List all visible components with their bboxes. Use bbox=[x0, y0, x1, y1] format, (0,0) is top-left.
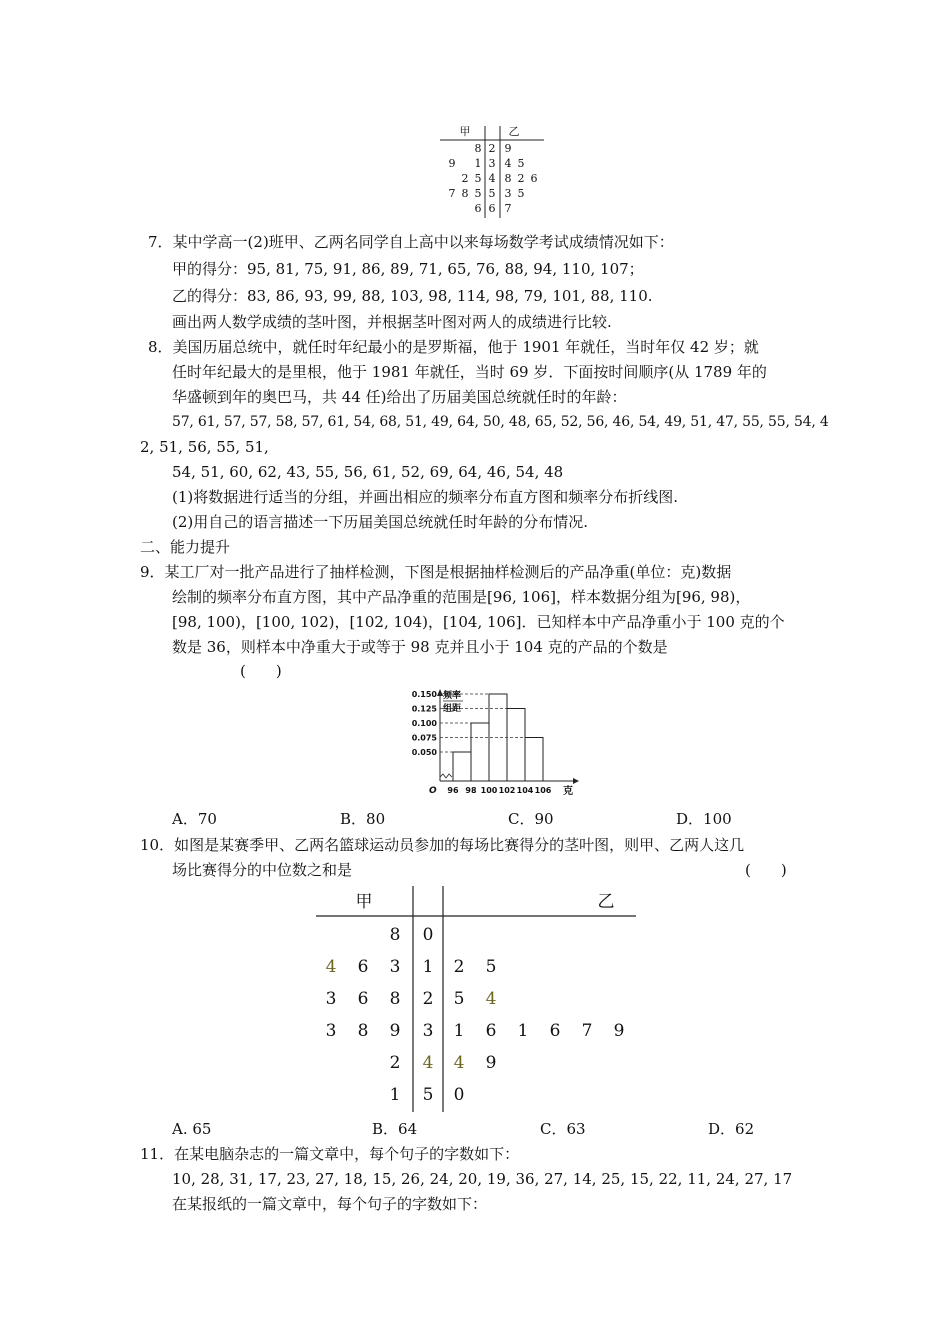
big-left-header: 甲 bbox=[355, 892, 373, 912]
small-left-leaf: 5 bbox=[474, 172, 482, 185]
small-stem: 6 bbox=[488, 202, 496, 215]
big-stem: 1 bbox=[422, 957, 434, 977]
y-tick-label: 0.125 bbox=[411, 704, 437, 714]
small-right-leaf: 7 bbox=[504, 202, 512, 215]
big-stem: 0 bbox=[422, 925, 434, 945]
small-left-leaf: 8 bbox=[461, 187, 469, 200]
big-left-leaf: 3 bbox=[325, 989, 337, 1009]
big-right-leaf: 5 bbox=[485, 957, 497, 977]
big-right-leaf: 1 bbox=[453, 1021, 465, 1041]
histogram-bar bbox=[525, 738, 543, 782]
big-left-leaf: 6 bbox=[357, 989, 369, 1009]
big-left-leaf: 3 bbox=[389, 957, 401, 977]
small-right-leaf: 3 bbox=[504, 187, 512, 200]
q10-answer-blank: ( ) bbox=[745, 861, 787, 879]
x-tick-label: 104 bbox=[516, 786, 534, 795]
big-right-leaf: 6 bbox=[549, 1021, 561, 1041]
x-axis-arrow bbox=[573, 778, 579, 784]
q11-line3: 在某报纸的一篇文章中，每个句子的字数如下： bbox=[172, 1195, 488, 1213]
small-left-header: 甲 bbox=[459, 125, 471, 138]
big-right-leaf: 1 bbox=[517, 1021, 529, 1041]
q8-line1: 8．美国历届总统中，就任时年纪最小的是罗斯福，他于 1901 年就任，当时年仅 42 岁；就 bbox=[148, 338, 759, 356]
q9-line4: 数是 36，则样本中净重大于或等于 98 克并且小于 104 克的产品的个数是 bbox=[172, 638, 668, 656]
small-right-leaf: 8 bbox=[504, 172, 512, 185]
big-left-leaf: 3 bbox=[325, 1021, 337, 1041]
q9-option-c: C．90 bbox=[508, 810, 554, 828]
q9-line1: 9．某工厂对一批产品进行了抽样检测，下图是根据抽样检测后的产品净重(单位：克)数据 bbox=[140, 563, 732, 581]
big-right-leaf: 9 bbox=[613, 1021, 625, 1041]
histogram-chart bbox=[405, 686, 595, 808]
big-left-leaf: 9 bbox=[389, 1021, 401, 1041]
q8-line6: 54, 51, 60, 62, 43, 55, 56, 61, 52, 69, 64, 46, 54, 48 bbox=[172, 463, 564, 481]
q9-line2: 绘制的频率分布直方图，其中产品净重的范围是[96, 106]，样本数据分组为[96, 98)， bbox=[172, 588, 751, 606]
small-right-leaf: 9 bbox=[504, 142, 512, 155]
small-left-leaf: 1 bbox=[474, 157, 482, 170]
small-right-leaf: 4 bbox=[504, 157, 512, 170]
small-right-leaf: 6 bbox=[530, 172, 538, 185]
q9-option-d: D．100 bbox=[676, 810, 732, 828]
big-left-leaf: 6 bbox=[357, 957, 369, 977]
small-right-leaf: 2 bbox=[517, 172, 525, 185]
q10-option-b: B．64 bbox=[372, 1120, 418, 1138]
big-right-leaf: 4 bbox=[453, 1053, 465, 1073]
x-tick-label: 100 bbox=[480, 786, 498, 795]
q7-line3: 乙的得分：83, 86, 93, 99, 88, 103, 98, 114, 98, 79, 101, 88, 110. bbox=[172, 287, 653, 305]
q7-line2: 甲的得分：95, 81, 75, 91, 86, 89, 71, 65, 76, 88, 94, 110, 107； bbox=[172, 260, 644, 278]
big-right-leaf: 6 bbox=[485, 1021, 497, 1041]
q9-option-b: B．80 bbox=[340, 810, 386, 828]
q11-line2: 10, 28, 31, 17, 23, 27, 18, 15, 26, 24, 20, 19, 36, 27, 14, 25, 15, 22, 11, 24, 27, 17 bbox=[172, 1170, 793, 1188]
q10-option-d: D．62 bbox=[708, 1120, 755, 1138]
small-left-leaf: 5 bbox=[474, 187, 482, 200]
q7-line4: 画出两人数学成绩的茎叶图，并根据茎叶图对两人的成绩进行比较. bbox=[172, 313, 612, 331]
big-left-leaf: 8 bbox=[389, 925, 401, 945]
q10-option-a: A. 65 bbox=[172, 1120, 212, 1138]
origin-label: O bbox=[429, 786, 437, 796]
q9-answer-blank: ( ) bbox=[240, 662, 282, 680]
big-left-leaf: 4 bbox=[325, 957, 337, 977]
big-left-leaf: 2 bbox=[389, 1053, 401, 1073]
q8-line4: 57, 61, 57, 57, 58, 57, 61, 54, 68, 51, 49, 64, 50, 48, 65, 52, 56, 46, 54, 49, 51, 47, 55, 55, 54, 4 bbox=[172, 414, 829, 430]
x-tick-label: 98 bbox=[465, 786, 477, 795]
axis-break-mark bbox=[440, 774, 452, 778]
big-right-leaf: 9 bbox=[485, 1053, 497, 1073]
x-tick-label: 106 bbox=[534, 786, 552, 795]
small-stem: 3 bbox=[488, 157, 496, 170]
histogram-bar bbox=[453, 752, 471, 781]
q11-line1: 11．在某电脑杂志的一篇文章中，每个句子的字数如下： bbox=[140, 1145, 520, 1163]
y-tick-label: 0.050 bbox=[411, 748, 437, 757]
q8-line2: 任时年纪最大的是里根，他于 1981 年就任，当时 69 岁．下面按时间顺序(从 1789 年的 bbox=[172, 363, 767, 381]
histogram-bar bbox=[471, 723, 489, 781]
q9-option-a: A．70 bbox=[172, 810, 217, 828]
big-right-leaf: 0 bbox=[453, 1085, 465, 1105]
q8-line8: (2)用自己的语言描述一下历届美国总统就任时年龄的分布情况. bbox=[172, 513, 589, 531]
big-left-leaf: 8 bbox=[357, 1021, 369, 1041]
big-stem: 3 bbox=[422, 1021, 434, 1041]
q8-line5: 2, 51, 56, 55, 51, bbox=[140, 438, 269, 456]
big-left-leaf: 1 bbox=[389, 1085, 401, 1105]
x-tick-label: 102 bbox=[498, 786, 516, 795]
small-left-leaf: 7 bbox=[448, 187, 456, 200]
big-stem: 5 bbox=[422, 1085, 434, 1105]
y-tick-label: 0.075 bbox=[411, 733, 437, 743]
q10-line1: 10．如图是某赛季甲、乙两名篮球运动员参加的每场比赛得分的茎叶图，则甲、乙两人这几 bbox=[140, 836, 745, 854]
small-left-leaf: 9 bbox=[448, 157, 456, 170]
small-left-leaf: 6 bbox=[474, 202, 482, 215]
y-tick-label: 0.150 bbox=[411, 690, 437, 699]
big-right-leaf: 5 bbox=[453, 989, 465, 1009]
big-right-header: 乙 bbox=[597, 892, 615, 912]
big-stem: 4 bbox=[422, 1053, 434, 1073]
section-2-heading: 二、能力提升 bbox=[140, 538, 231, 556]
big-right-leaf: 4 bbox=[485, 989, 497, 1009]
small-right-header: 乙 bbox=[508, 125, 520, 138]
small-stem: 4 bbox=[488, 172, 496, 185]
q9-line3: [98, 100)，[100, 102)，[102, 104)，[104, 106]．已知样本中产品净重小于 100 克的个 bbox=[172, 613, 785, 631]
y-tick-label: 0.100 bbox=[411, 719, 437, 728]
q10-option-c: C．63 bbox=[540, 1120, 586, 1138]
q10-line2: 场比赛得分的中位数之和是 bbox=[172, 861, 353, 879]
small-left-leaf: 2 bbox=[461, 172, 469, 185]
y-axis-label-bottom: 组距 bbox=[443, 704, 462, 714]
q8-line3: 华盛顿到年的奥巴马，共 44 任)给出了历届美国总统就任时的年龄： bbox=[172, 388, 627, 406]
big-stem: 2 bbox=[422, 989, 434, 1009]
small-stem: 2 bbox=[488, 142, 496, 155]
histogram-bar bbox=[507, 709, 525, 782]
q8-line7: (1)将数据进行适当的分组，并画出相应的频率分布直方图和频率分布折线图. bbox=[172, 488, 679, 506]
small-right-leaf: 5 bbox=[517, 187, 525, 200]
small-stem: 5 bbox=[488, 187, 496, 200]
big-left-leaf: 8 bbox=[389, 989, 401, 1009]
small-right-leaf: 5 bbox=[517, 157, 525, 170]
small-left-leaf: 8 bbox=[474, 142, 482, 155]
x-tick-label: 96 bbox=[447, 786, 459, 795]
big-right-leaf: 2 bbox=[453, 957, 465, 977]
big-right-leaf: 7 bbox=[581, 1021, 593, 1041]
x-axis-label: 克 bbox=[563, 786, 573, 797]
q7-line1: 7．某中学高一(2)班甲、乙两名同学自上高中以来每场数学考试成绩情况如下： bbox=[148, 233, 674, 251]
y-axis-label-top: 频率 bbox=[443, 691, 462, 701]
